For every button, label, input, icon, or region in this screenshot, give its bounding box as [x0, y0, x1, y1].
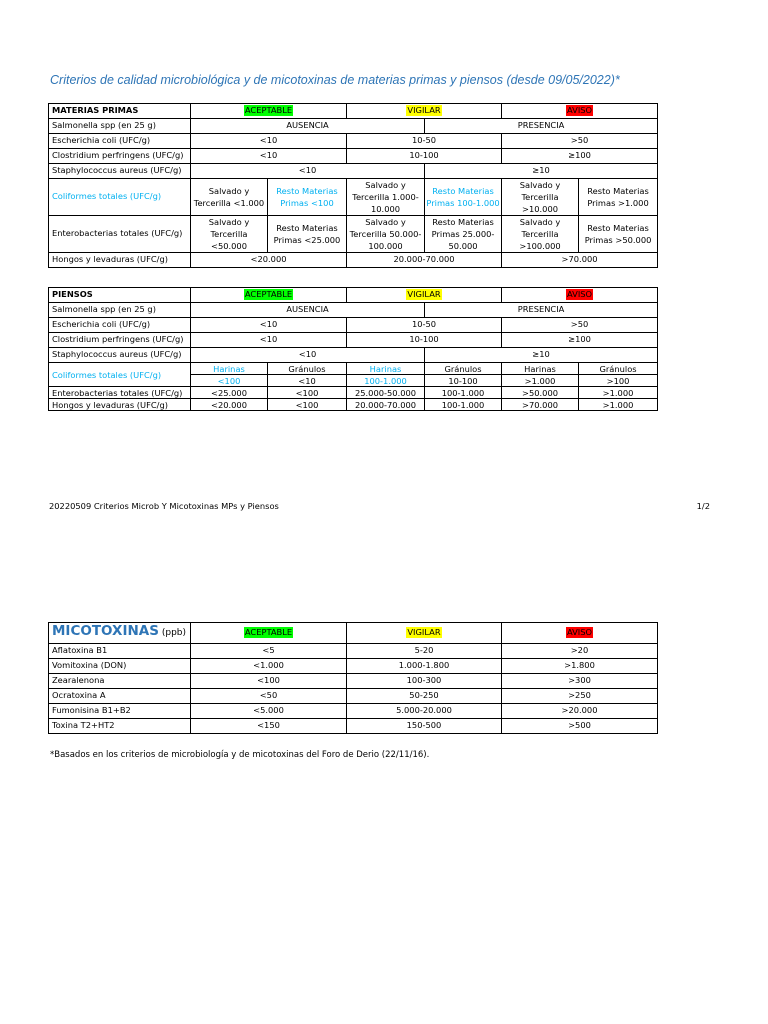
- table-header-row: [49, 288, 658, 303]
- cell-value: Salvado y Tercerilla 50.000-100.000: [347, 216, 425, 253]
- table-row: [49, 689, 658, 704]
- row-label: Staphylococcus aureus (UFC/g): [49, 164, 191, 179]
- piensos-table: [48, 287, 658, 411]
- table-row: [49, 348, 658, 363]
- header-aviso: [502, 104, 658, 119]
- cell-value: 25.000-50.000: [347, 387, 425, 399]
- cell-alert: >1.800: [502, 659, 658, 674]
- status-badge-aceptable: ACEPTABLE: [244, 627, 293, 638]
- cell-subhead: Gránulos: [268, 363, 347, 375]
- cell-value: Resto Materias Primas >1.000: [579, 179, 658, 216]
- row-label: Clostridium perfringens (UFC/g): [49, 333, 191, 348]
- cell-value: >100: [579, 375, 658, 387]
- table-row: [49, 704, 658, 719]
- cell-ok: <10: [191, 164, 425, 179]
- table-row: [49, 719, 658, 734]
- header-vigilar: [347, 288, 502, 303]
- table-row: [49, 216, 658, 253]
- row-label: Aflatoxina B1: [49, 644, 191, 659]
- row-label: Salmonella spp (en 25 g): [49, 119, 191, 134]
- table-row: [49, 333, 658, 348]
- cell-bad: PRESENCIA: [425, 119, 658, 134]
- table-row: [49, 179, 658, 216]
- status-badge-aceptable: ACEPTABLE: [244, 289, 293, 300]
- cell-value: 10-100: [425, 375, 502, 387]
- cell-value: >1.000: [579, 387, 658, 399]
- table-row: [49, 303, 658, 318]
- row-label: Vomitoxina (DON): [49, 659, 191, 674]
- row-label: Ocratoxina A: [49, 689, 191, 704]
- status-badge-aceptable: ACEPTABLE: [244, 105, 293, 116]
- table-row: [49, 134, 658, 149]
- table-row: [49, 363, 658, 375]
- row-label: Enterobacterias totales (UFC/g): [49, 216, 191, 253]
- cell-value: 100-1.000: [425, 387, 502, 399]
- row-label: Hongos y levaduras (UFC/g): [49, 399, 191, 411]
- header-vigilar: [347, 104, 502, 119]
- status-badge-aviso: AVISO: [567, 289, 593, 300]
- cell-alert: >250: [502, 689, 658, 704]
- row-label: Fumonisina B1+B2: [49, 704, 191, 719]
- page-number: 1/2: [696, 501, 710, 511]
- cell-value: Resto Materias Primas 100-1.000: [425, 179, 502, 216]
- cell-subhead: Gránulos: [579, 363, 658, 375]
- cell-alert: >300: [502, 674, 658, 689]
- table-header-label: [49, 623, 191, 644]
- cell-warn: 20.000-70.000: [347, 253, 502, 268]
- cell-ok: <20.000: [191, 253, 347, 268]
- cell-value: Resto Materias Primas <100: [268, 179, 347, 216]
- cell-alert: ≥100: [502, 333, 658, 348]
- cell-ok: AUSENCIA: [191, 303, 425, 318]
- row-label: Toxina T2+HT2: [49, 719, 191, 734]
- row-label: Hongos y levaduras (UFC/g): [49, 253, 191, 268]
- cell-ok: <50: [191, 689, 347, 704]
- table-header-label: PIENSOS: [49, 288, 191, 303]
- cell-value: Resto Materias Primas >50.000: [579, 216, 658, 253]
- cell-subhead: Gránulos: [425, 363, 502, 375]
- cell-ok: <10: [191, 134, 347, 149]
- cell-ok: AUSENCIA: [191, 119, 425, 134]
- cell-value: Resto Materias Primas <25.000: [268, 216, 347, 253]
- cell-warn: 10-100: [347, 149, 502, 164]
- cell-value: <20.000: [191, 399, 268, 411]
- cell-ok: <5: [191, 644, 347, 659]
- status-badge-aviso: AVISO: [567, 105, 593, 116]
- table-row: [49, 659, 658, 674]
- micotoxinas-title: MICOTOXINAS: [52, 623, 159, 640]
- cell-warn: 1.000-1.800: [347, 659, 502, 674]
- row-label: Staphylococcus aureus (UFC/g): [49, 348, 191, 363]
- table-row: [49, 674, 658, 689]
- cell-warn: 5-20: [347, 644, 502, 659]
- cell-warn: 10-100: [347, 333, 502, 348]
- cell-value: Resto Materias Primas 25.000-50.000: [425, 216, 502, 253]
- micotoxinas-table: [48, 622, 658, 734]
- cell-value: <100: [191, 375, 268, 387]
- status-badge-vigilar: VIGILAR: [407, 105, 441, 116]
- cell-alert: ≥100: [502, 149, 658, 164]
- cell-value: <25.000: [191, 387, 268, 399]
- table-row: [49, 164, 658, 179]
- cell-value: >1.000: [502, 375, 579, 387]
- header-aceptable: [191, 104, 347, 119]
- cell-value: <100: [268, 387, 347, 399]
- cell-ok: <10: [191, 333, 347, 348]
- header-aceptable: [191, 623, 347, 644]
- header-aceptable: [191, 288, 347, 303]
- page-footer-filename: 20220509 Criterios Microb Y Micotoxinas MPs y Piensos: [49, 501, 279, 511]
- cell-alert: ≥10: [425, 348, 658, 363]
- cell-value: <10: [268, 375, 347, 387]
- table-row: [49, 253, 658, 268]
- cell-ok: <1.000: [191, 659, 347, 674]
- table-row: [49, 399, 658, 411]
- cell-value: Salvado y Tercerilla <1.000: [191, 179, 268, 216]
- cell-value: <100: [268, 399, 347, 411]
- cell-subhead: Harinas: [191, 363, 268, 375]
- cell-bad: PRESENCIA: [425, 303, 658, 318]
- status-badge-vigilar: VIGILAR: [407, 289, 441, 300]
- row-label: Escherichia coli (UFC/g): [49, 134, 191, 149]
- table-row: [49, 318, 658, 333]
- row-label: Coliformes totales (UFC/g): [49, 179, 191, 216]
- cell-value: Salvado y Tercerilla >100.000: [502, 216, 579, 253]
- cell-subhead: Harinas: [347, 363, 425, 375]
- cell-ok: <10: [191, 348, 425, 363]
- header-aviso: [502, 288, 658, 303]
- micotoxinas-unit: (ppb): [161, 628, 187, 639]
- table-header-row: [49, 104, 658, 119]
- row-label: Coliformes totales (UFC/g): [49, 363, 191, 387]
- cell-ok: <100: [191, 674, 347, 689]
- row-label: Enterobacterias totales (UFC/g): [49, 387, 191, 399]
- cell-alert: >50: [502, 318, 658, 333]
- cell-value: Salvado y Tercerilla <50.000: [191, 216, 268, 253]
- cell-value: Salvado y Tercerilla >10.000: [502, 179, 579, 216]
- table-row: [49, 149, 658, 164]
- cell-value: 20.000-70.000: [347, 399, 425, 411]
- row-label: Clostridium perfringens (UFC/g): [49, 149, 191, 164]
- status-badge-aviso: AVISO: [566, 627, 593, 638]
- table-row: [49, 644, 658, 659]
- cell-alert: >70.000: [502, 253, 658, 268]
- cell-value: Salvado y Tercerilla 1.000-10.000: [347, 179, 425, 216]
- row-label: Escherichia coli (UFC/g): [49, 318, 191, 333]
- cell-alert: >20: [502, 644, 658, 659]
- cell-value: 100-1.000: [347, 375, 425, 387]
- footnote: *Basados en los criterios de microbiología y de micotoxinas del Foro de Derio (22/11/16).: [50, 750, 430, 760]
- cell-subhead: Harinas: [502, 363, 579, 375]
- cell-warn: 10-50: [347, 134, 502, 149]
- cell-ok: <10: [191, 318, 347, 333]
- status-badge-vigilar: VIGILAR: [407, 627, 441, 638]
- cell-ok: <10: [191, 149, 347, 164]
- cell-ok: <5.000: [191, 704, 347, 719]
- header-vigilar: [347, 623, 502, 644]
- row-label: Zearalenona: [49, 674, 191, 689]
- cell-value: >50.000: [502, 387, 579, 399]
- row-label: Salmonella spp (en 25 g): [49, 303, 191, 318]
- cell-alert: >20.000: [502, 704, 658, 719]
- cell-alert: ≥10: [425, 164, 658, 179]
- header-aviso: [502, 623, 658, 644]
- cell-ok: <150: [191, 719, 347, 734]
- table-header-row: [49, 623, 658, 644]
- cell-alert: >500: [502, 719, 658, 734]
- table-row: [49, 119, 658, 134]
- cell-warn: 100-300: [347, 674, 502, 689]
- cell-warn: 50-250: [347, 689, 502, 704]
- table-row: [49, 387, 658, 399]
- cell-alert: >50: [502, 134, 658, 149]
- cell-warn: 10-50: [347, 318, 502, 333]
- cell-value: >70.000: [502, 399, 579, 411]
- table-header-label: MATERIAS PRIMAS: [49, 104, 191, 119]
- cell-value: >1.000: [579, 399, 658, 411]
- page-title: Criterios de calidad microbiológica y de micotoxinas de materias primas y piensos (desde 09/05/2022)*: [50, 73, 620, 87]
- cell-value: 100-1.000: [425, 399, 502, 411]
- cell-warn: 5.000-20.000: [347, 704, 502, 719]
- materias-primas-table: [48, 103, 658, 268]
- cell-warn: 150-500: [347, 719, 502, 734]
